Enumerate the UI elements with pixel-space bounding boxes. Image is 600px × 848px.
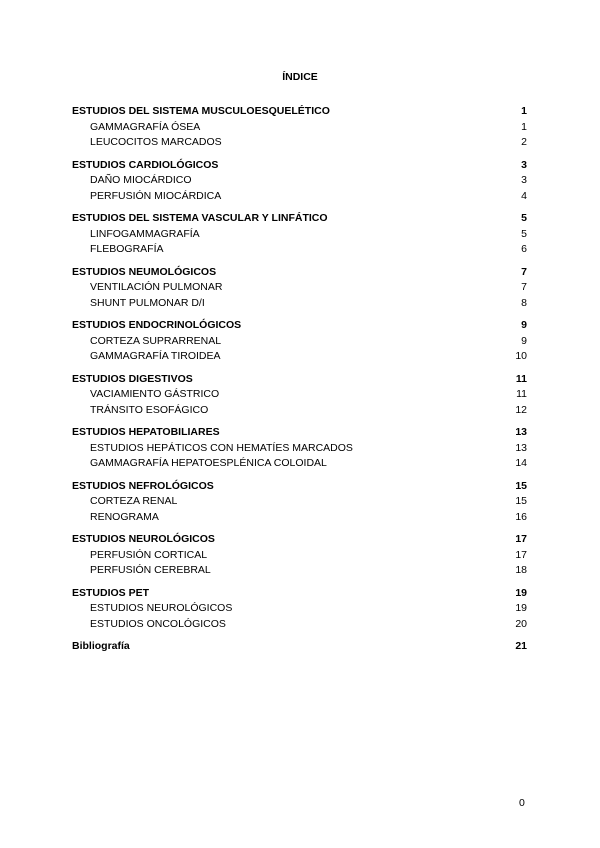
toc-entry-page: 18 <box>515 564 527 576</box>
toc-entry[interactable] <box>72 548 527 564</box>
toc-section-page: 13 <box>515 426 527 438</box>
toc-section <box>72 104 527 151</box>
toc-section-label: Bibliografía <box>72 640 130 652</box>
toc-entry-page: 3 <box>521 174 527 186</box>
toc-entry[interactable] <box>72 494 527 510</box>
toc-section-label: ESTUDIOS DEL SISTEMA MUSCULOESQUELÉTICO <box>72 105 330 117</box>
toc-section-heading[interactable] <box>72 372 527 388</box>
toc-entry-label: ESTUDIOS ONCOLÓGICOS <box>90 617 226 630</box>
toc-section-page: 15 <box>515 479 527 492</box>
toc-entry-label: ESTUDIOS HEPÁTICOS CON HEMATÍES MARCADOS <box>90 441 353 454</box>
toc-entry-label: VACIAMIENTO GÁSTRICO <box>90 388 220 400</box>
toc-section-heading[interactable] <box>72 104 527 120</box>
toc-entry[interactable] <box>72 387 527 403</box>
toc-entry-label: LINFOGAMMAGRAFÍA <box>90 227 200 240</box>
footer-page-number: 0 <box>519 797 525 809</box>
toc-entry-label: LEUCOCITOS MARCADOS <box>90 136 222 148</box>
toc-section-heading[interactable] <box>72 639 527 655</box>
toc-entry-label: TRÁNSITO ESOFÁGICO <box>90 403 209 416</box>
toc-entry-label: GAMMAGRAFÍA ÓSEA <box>90 120 201 133</box>
toc-entry-page: 10 <box>515 350 527 362</box>
toc-entry-page: 14 <box>515 457 527 469</box>
toc-section-heading[interactable] <box>72 211 527 227</box>
toc-entry-label: GAMMAGRAFÍA HEPATOESPLÉNICA COLOIDAL <box>90 457 327 469</box>
toc-section-heading[interactable] <box>72 158 527 174</box>
toc-section <box>72 318 527 365</box>
toc-section-label: ESTUDIOS CARDIOLÓGICOS <box>72 158 219 171</box>
toc-section <box>72 639 527 655</box>
toc-entry[interactable] <box>72 563 527 579</box>
toc-entry-page: 11 <box>516 388 527 400</box>
toc-entry[interactable] <box>72 334 527 350</box>
toc-entry-label: PERFUSIÓN CORTICAL <box>90 548 208 561</box>
toc-section-heading[interactable] <box>72 318 527 334</box>
toc-section <box>72 479 527 526</box>
toc-entry-label: RENOGRAMA <box>90 510 159 523</box>
toc-entry-page: 12 <box>515 403 527 416</box>
toc-entry-label: CORTEZA RENAL <box>90 495 178 507</box>
toc-entry[interactable] <box>72 120 527 136</box>
toc-entry-label: CORTEZA SUPRARRENAL <box>90 334 222 347</box>
toc-entry-page: 9 <box>521 334 527 347</box>
toc-section-page: 9 <box>521 319 527 331</box>
toc-entry-page: 19 <box>515 602 527 614</box>
table-of-contents <box>72 104 527 662</box>
toc-entry-page: 20 <box>515 617 527 630</box>
toc-section-page: 17 <box>515 533 527 545</box>
toc-section-label: ESTUDIOS ENDOCRINOLÓGICOS <box>72 319 242 331</box>
toc-entry[interactable] <box>72 601 527 617</box>
toc-section-heading[interactable] <box>72 479 527 495</box>
toc-entry-label: FLEBOGRAFÍA <box>90 243 164 255</box>
toc-section-heading[interactable] <box>72 265 527 281</box>
toc-entry-page: 8 <box>521 296 527 309</box>
toc-section-heading[interactable] <box>72 425 527 441</box>
toc-entry-page: 17 <box>515 548 527 561</box>
toc-section-label: ESTUDIOS HEPATOBILIARES <box>72 426 220 438</box>
toc-entry[interactable] <box>72 403 527 419</box>
toc-entry-label: ESTUDIOS NEUROLÓGICOS <box>90 602 233 614</box>
toc-entry[interactable] <box>72 296 527 312</box>
toc-entry[interactable] <box>72 189 527 205</box>
toc-section-label: ESTUDIOS DIGESTIVOS <box>72 372 193 385</box>
toc-entry-label: GAMMAGRAFÍA TIROIDEA <box>90 350 221 362</box>
toc-entry-page: 6 <box>521 243 527 255</box>
toc-section-label: ESTUDIOS DEL SISTEMA VASCULAR Y LINFÁTICO <box>72 212 328 224</box>
page-title: ÍNDICE <box>282 71 318 83</box>
toc-entry-page: 7 <box>521 281 527 293</box>
toc-entry[interactable] <box>72 242 527 258</box>
toc-entry[interactable] <box>72 441 527 457</box>
toc-section <box>72 532 527 579</box>
toc-entry-label: DAÑO MIOCÁRDICO <box>90 174 192 186</box>
toc-section-heading[interactable] <box>72 532 527 548</box>
toc-entry[interactable] <box>72 173 527 189</box>
toc-entry-page: 5 <box>521 227 527 240</box>
toc-section-page: 21 <box>515 640 527 652</box>
toc-section-label: ESTUDIOS PET <box>72 586 150 599</box>
toc-entry-label: PERFUSIÓN MIOCÁRDICA <box>90 189 222 202</box>
toc-section <box>72 265 527 312</box>
toc-section-heading[interactable] <box>72 586 527 602</box>
toc-entry-label: SHUNT PULMONAR D/I <box>90 296 205 309</box>
toc-section-page: 1 <box>521 105 527 117</box>
toc-entry-page: 1 <box>521 120 527 133</box>
toc-entry[interactable] <box>72 280 527 296</box>
toc-section <box>72 372 527 419</box>
toc-section-page: 5 <box>521 212 527 224</box>
toc-entry-page: 16 <box>515 510 527 523</box>
toc-entry-page: 4 <box>521 189 527 202</box>
toc-section-page: 3 <box>521 158 527 171</box>
toc-entry-label: PERFUSIÓN CEREBRAL <box>90 564 211 576</box>
toc-entry-page: 13 <box>515 441 527 454</box>
toc-entry-label: VENTILACIÓN PULMONAR <box>90 281 223 293</box>
toc-section-label: ESTUDIOS NEFROLÓGICOS <box>72 479 214 492</box>
toc-section <box>72 211 527 258</box>
toc-section-page: 19 <box>515 586 527 599</box>
toc-section-page: 11 <box>515 372 527 385</box>
toc-section <box>72 425 527 472</box>
toc-section-page: 7 <box>521 265 527 278</box>
toc-entry[interactable] <box>72 135 527 151</box>
toc-section <box>72 158 527 205</box>
toc-entry[interactable] <box>72 227 527 243</box>
toc-entry[interactable] <box>72 349 527 365</box>
toc-entry[interactable] <box>72 456 527 472</box>
toc-section-label: ESTUDIOS NEUROLÓGICOS <box>72 533 215 545</box>
toc-entry[interactable] <box>72 510 527 526</box>
toc-entry[interactable] <box>72 617 527 633</box>
toc-entry-page: 15 <box>515 495 527 507</box>
toc-entry-page: 2 <box>521 136 527 148</box>
toc-section-label: ESTUDIOS NEUMOLÓGICOS <box>72 265 217 278</box>
toc-section <box>72 586 527 633</box>
